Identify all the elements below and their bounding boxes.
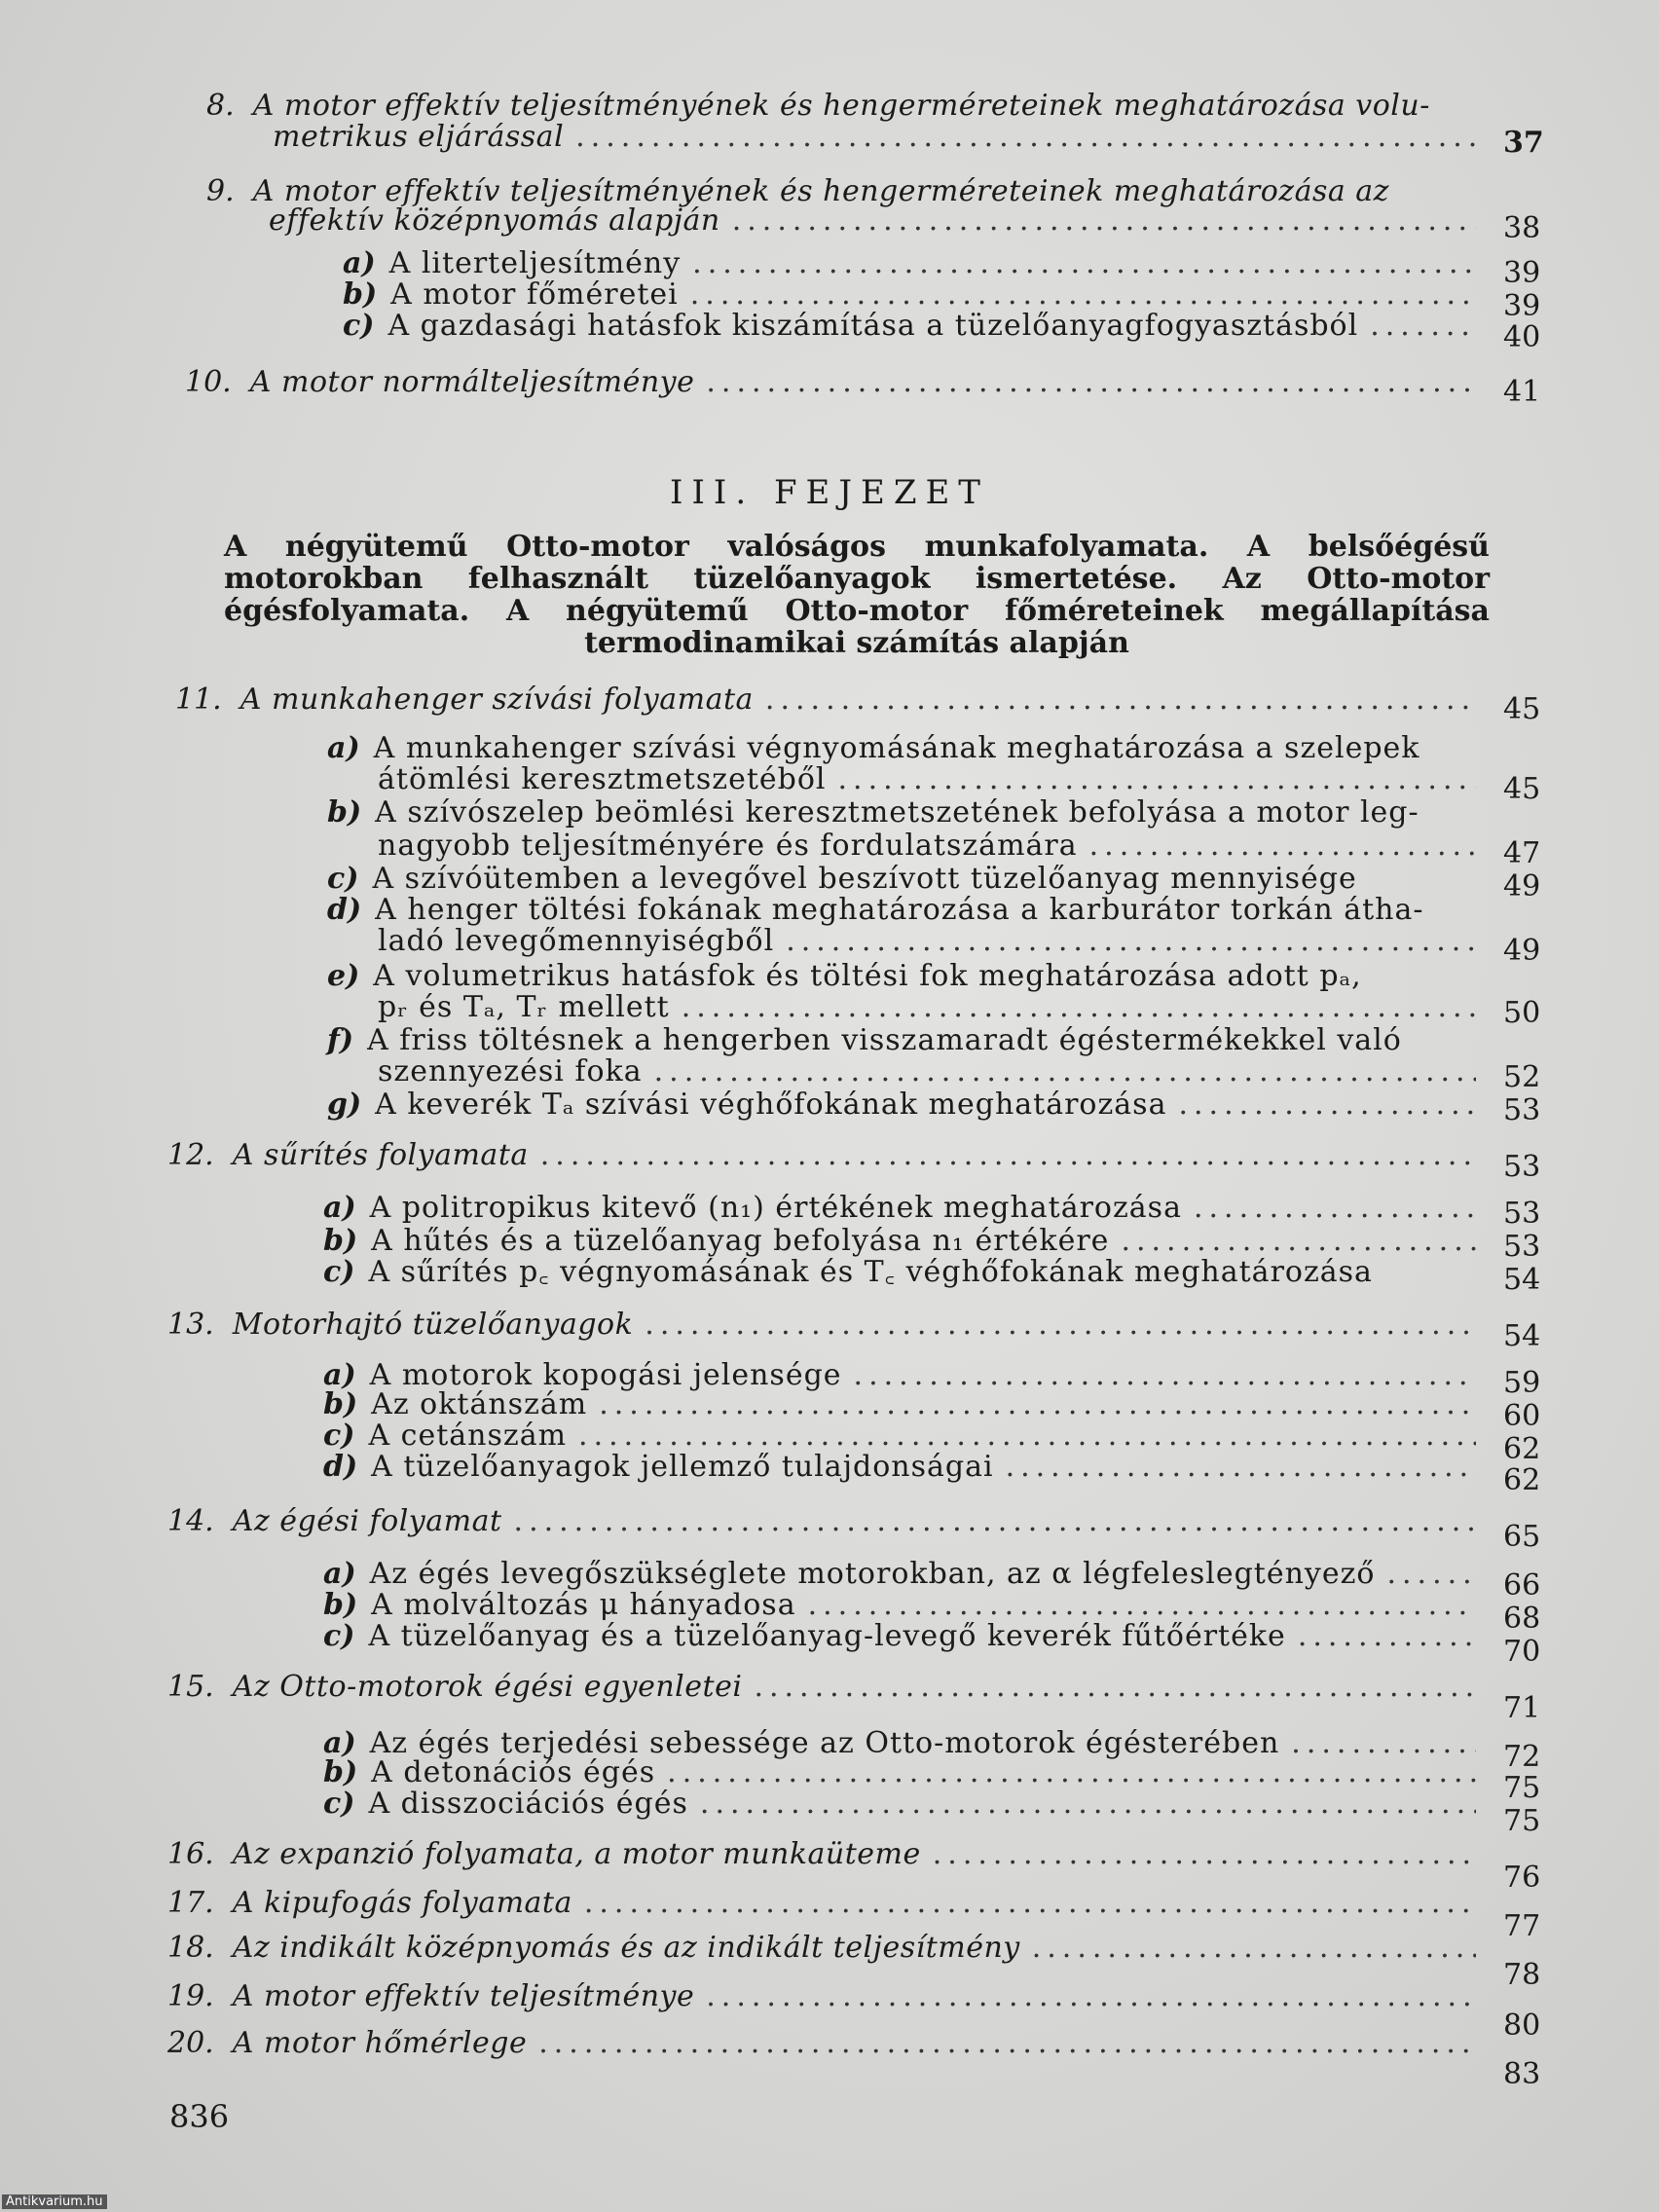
sub-label: e): [327, 959, 360, 993]
toc-sub-12b: [323, 1225, 1490, 1258]
watermark: Antikvarium.hu: [2, 2194, 107, 2209]
sub-label: d): [327, 893, 362, 927]
page-number: 78: [1503, 1958, 1541, 1992]
toc-entry-8: [206, 90, 1472, 123]
sub-text: A munkahenger szívási végnyomásának meghatározása a szelepek: [373, 731, 1420, 765]
entry-title: A kipufogás folyamata: [232, 1886, 572, 1920]
sub-label: a): [327, 731, 360, 765]
entry-number: 18.: [167, 1931, 214, 1965]
leader-dots: [786, 925, 1476, 958]
entry-title: Motorhajtó tüzelőanyagok: [232, 1308, 634, 1342]
toc-sub-15c: [323, 1788, 1490, 1821]
chapter-heading: A négyütemű Otto-motor valóságos munkafolyamata. A belsőégésű motorokban felhasznált tüzelőanyagok ismertetése. Az Otto-motor égésfolyamata. A négyütemű Otto-motor főméreteinek megállapítása termodinamikai számítás alapján: [224, 530, 1490, 660]
sub-label: b): [323, 1387, 358, 1421]
toc-sub-11b-cont: [378, 830, 1490, 863]
leader-dots: [1386, 1558, 1476, 1591]
leader-dots: [584, 1887, 1476, 1920]
toc-sub-9c: [343, 310, 1488, 343]
entry-title: Az Otto-motorok égési egyenletei: [232, 1670, 743, 1704]
sub-text: A volumetrikus hatásfok és töltési fok meghatározása adott pₐ,: [373, 959, 1362, 993]
entry-number: 13.: [167, 1308, 214, 1342]
toc-sub-11a-cont: [378, 763, 1490, 796]
page-number: 37: [1503, 126, 1544, 160]
page-number: 54: [1503, 1319, 1541, 1353]
entry-title-cont: metrikus eljárással: [273, 120, 565, 154]
toc-sub-13c: [323, 1419, 1490, 1453]
page-number: 45: [1503, 772, 1541, 806]
sub-text: Az égés levegőszükséglete motorokban, az α légfeleslegtényező: [369, 1557, 1376, 1591]
leader-dots: [645, 1309, 1476, 1342]
sub-text: A detonációs égés: [371, 1755, 656, 1789]
sub-label: f): [327, 1023, 354, 1057]
page-number: 60: [1503, 1399, 1541, 1433]
toc-sub-14a: [323, 1558, 1490, 1591]
sub-label: b): [343, 277, 378, 312]
entry-number: 14.: [167, 1504, 214, 1538]
page-number: 49: [1503, 934, 1541, 968]
leader-dots: [1291, 1727, 1476, 1760]
sub-text: A politropikus kitevő (n₁) értékének meghatározása: [369, 1191, 1182, 1225]
page-folio: 836: [169, 2098, 230, 2135]
sub-label: a): [323, 1557, 356, 1591]
leader-dots: [692, 247, 1474, 280]
page-number: 49: [1503, 869, 1541, 903]
page-number: 47: [1503, 836, 1541, 870]
toc-entry-9-cont: [269, 204, 1490, 238]
page-number: 53: [1503, 1093, 1541, 1127]
leader-dots: [540, 1139, 1476, 1172]
entry-number: 11.: [175, 682, 222, 717]
sub-label: b): [323, 1224, 358, 1258]
sub-text-cont: pᵣ és Tₐ, Tᵣ mellett: [378, 990, 670, 1024]
leader-dots: [706, 366, 1476, 399]
toc-sub-11d: [327, 894, 1495, 927]
entry-title: A munkahenger szívási folyamata: [240, 682, 754, 717]
sub-text: A sűrítés p꜀ végnyomásának és T꜀ véghőfokának meghatározása: [368, 1255, 1373, 1289]
sub-text: A disszociációs égés: [368, 1787, 688, 1821]
toc-entry-18: [167, 1932, 1490, 1965]
page-number: 53: [1503, 1197, 1541, 1231]
page-number: 45: [1503, 692, 1541, 726]
sub-text-cont: átömlési keresztmetszetéből: [378, 762, 827, 796]
toc-sub-11a: [327, 732, 1495, 765]
toc-sub-14b: [323, 1589, 1490, 1622]
entry-number: 8.: [206, 89, 235, 123]
toc-entry-8-cont: [273, 121, 1490, 154]
page-number: 40: [1503, 320, 1541, 354]
leader-dots: [654, 1055, 1476, 1088]
sub-label: a): [343, 246, 376, 280]
page-number: 53: [1503, 1230, 1541, 1264]
leader-dots: [1178, 1088, 1476, 1122]
sub-text-cont: szennyezési foka: [378, 1054, 643, 1088]
page-number: 62: [1503, 1463, 1541, 1497]
leader-dots: [599, 1388, 1476, 1421]
leader-dots: [682, 991, 1476, 1024]
leader-dots: [1121, 1225, 1476, 1258]
page-number: 54: [1503, 1263, 1541, 1297]
toc-entry-17: [167, 1887, 1490, 1920]
toc-sub-11e: [327, 960, 1495, 993]
sub-label: a): [323, 1191, 356, 1225]
entry-title-cont: effektív középnyomás alapján: [269, 203, 720, 238]
page-number: 83: [1503, 2057, 1541, 2091]
entry-number: 19.: [167, 1979, 214, 2013]
sub-text: Az oktánszám: [371, 1387, 588, 1421]
leader-dots: [690, 278, 1474, 312]
toc-sub-13b: [323, 1388, 1490, 1421]
toc-sub-13d: [323, 1451, 1490, 1484]
sub-label: c): [323, 1419, 355, 1453]
page-number: 77: [1503, 1909, 1541, 1943]
page-number: 80: [1503, 2009, 1541, 2043]
toc-entry-10: [185, 366, 1490, 399]
leader-dots: [575, 121, 1476, 154]
page-number: 75: [1503, 1804, 1541, 1838]
sub-text: Az égés terjedési sebessége az Otto-motorok égésterében: [369, 1726, 1280, 1760]
page-number: 53: [1503, 1150, 1541, 1184]
page-number: 39: [1503, 256, 1541, 290]
entry-number: 20.: [167, 2026, 214, 2060]
leader-dots: [1194, 1192, 1476, 1225]
sub-text: A friss töltésnek a hengerben visszamaradt égéstermékekkel való: [367, 1023, 1402, 1057]
page-number: 38: [1503, 211, 1541, 245]
entry-title: Az indikált középnyomás és az indikált teljesítmény: [232, 1931, 1020, 1965]
toc-entry-19: [167, 1980, 1490, 2013]
sub-label: g): [327, 1088, 362, 1122]
sub-text-cont: ladó levegőmennyiségből: [378, 924, 775, 958]
sub-text: A motorok kopogási jelensége: [369, 1358, 842, 1392]
page-number: 52: [1503, 1060, 1541, 1094]
sub-label: b): [323, 1588, 358, 1622]
sub-label: d): [323, 1450, 358, 1484]
sub-label: c): [343, 309, 375, 343]
toc-sub-9a: [343, 247, 1488, 280]
page-number: 39: [1503, 289, 1541, 323]
sub-label: a): [323, 1726, 356, 1760]
sub-text: A motor főméretei: [390, 277, 679, 312]
entry-title: Az égési folyamat: [232, 1504, 502, 1538]
toc-sub-14c: [323, 1620, 1490, 1653]
toc-entry-20: [167, 2027, 1490, 2060]
leader-dots: [933, 1838, 1476, 1871]
leader-dots: [538, 2027, 1476, 2060]
leader-dots: [706, 1980, 1476, 2013]
toc-entry-11: [175, 683, 1490, 717]
sub-text: A szívószelep beömlési keresztmetszetének befolyása a motor leg-: [375, 795, 1419, 830]
entry-number: 15.: [167, 1670, 214, 1704]
leader-dots: [514, 1505, 1476, 1538]
toc-entry-15: [167, 1671, 1490, 1704]
page-number: 62: [1503, 1432, 1541, 1466]
entry-number: 9.: [206, 174, 235, 208]
sub-text: A literteljesítmény: [388, 246, 682, 280]
sub-text: A gazdasági hatásfok kiszámítása a tüzelőanyagfogyasztásból: [387, 309, 1359, 343]
sub-text: A henger töltési fokának meghatározása a karburátor torkán átha-: [375, 893, 1424, 927]
page-number: 65: [1503, 1520, 1541, 1554]
sub-label: c): [323, 1255, 355, 1289]
page-number: 75: [1503, 1771, 1541, 1805]
toc-sub-11d-cont: [378, 925, 1490, 958]
sub-label: a): [323, 1358, 356, 1392]
toc-sub-11c: [327, 863, 1495, 896]
toc-sub-11b: [327, 796, 1495, 830]
page-number: 72: [1503, 1740, 1541, 1774]
page-number: 41: [1503, 375, 1541, 409]
entry-title: A motor effektív teljesítménye: [232, 1979, 695, 2013]
sub-label: c): [323, 1787, 355, 1821]
page-number: 59: [1503, 1366, 1541, 1400]
entry-number: 10.: [185, 365, 232, 399]
toc-sub-11f: [327, 1024, 1495, 1057]
sub-text: A szívóütemben a levegővel beszívott tüzelőanyag mennyisége: [372, 862, 1357, 896]
toc-entry-12: [167, 1139, 1490, 1172]
leader-dots: [732, 204, 1476, 238]
page-number: 76: [1503, 1861, 1541, 1895]
leader-dots: [1089, 830, 1476, 863]
sub-text: A hűtés és a tüzelőanyag befolyása n₁ értékére: [371, 1224, 1110, 1258]
page-number: 50: [1503, 996, 1541, 1030]
sub-label: b): [327, 795, 362, 830]
leader-dots: [754, 1671, 1476, 1704]
leader-dots: [700, 1788, 1476, 1821]
sub-text: A tüzelőanyag és a tüzelőanyag-levegő keverék fűtőértéke: [368, 1619, 1286, 1653]
leader-dots: [808, 1589, 1476, 1622]
toc-entry-16: [167, 1838, 1490, 1871]
toc-sub-9b: [343, 278, 1488, 312]
sub-text: A molváltozás μ hányadosa: [371, 1588, 796, 1622]
toc-sub-11e-cont: [378, 991, 1490, 1024]
leader-dots: [578, 1419, 1476, 1453]
leader-dots: [1370, 310, 1474, 343]
sub-label: c): [327, 862, 359, 896]
sub-label: c): [323, 1619, 355, 1653]
chapter-title: III. FEJEZET: [670, 473, 989, 512]
entry-number: 17.: [167, 1886, 214, 1920]
leader-dots: [854, 1359, 1476, 1392]
entry-number: 16.: [167, 1837, 214, 1871]
leader-dots: [1006, 1451, 1476, 1484]
page-number: 70: [1503, 1635, 1541, 1669]
toc-sub-12a: [323, 1192, 1490, 1225]
page-number: 68: [1503, 1602, 1541, 1636]
entry-title: A motor hőmérlege: [232, 2026, 528, 2060]
entry-number: 12.: [167, 1138, 214, 1172]
toc-sub-11f-cont: [378, 1055, 1490, 1088]
sub-label: b): [323, 1755, 358, 1789]
toc-entry-13: [167, 1309, 1490, 1342]
entry-title: A motor normálteljesítménye: [249, 365, 695, 399]
toc-sub-12c: [323, 1256, 1501, 1289]
sub-text: A cetánszám: [368, 1419, 568, 1453]
entry-title: A sűrítés folyamata: [232, 1138, 529, 1172]
toc-entry-14: [167, 1505, 1490, 1538]
leader-dots: [667, 1756, 1476, 1789]
leader-dots: [1032, 1932, 1476, 1965]
sub-text: A tüzelőanyagok jellemző tulajdonságai: [371, 1450, 994, 1484]
page-number: 66: [1503, 1568, 1541, 1603]
leader-dots: [765, 683, 1476, 717]
sub-text-cont: nagyobb teljesítményére és fordulatszámára: [378, 829, 1078, 863]
leader-dots: [1298, 1620, 1476, 1653]
entry-title: Az expanzió folyamata, a motor munkaüteme: [232, 1837, 921, 1871]
entry-title: A motor effektív teljesítményének és hengerméreteinek meghatározása az: [252, 174, 1389, 208]
toc-sub-11g: [327, 1088, 1490, 1122]
sub-text: A keverék Tₐ szívási véghőfokának meghatározása: [375, 1088, 1167, 1122]
page-number: 71: [1503, 1691, 1541, 1725]
toc-sub-15b: [323, 1756, 1490, 1789]
leader-dots: [838, 763, 1477, 796]
entry-title: A motor effektív teljesítményének és hengerméreteinek meghatározása volu-: [252, 89, 1430, 123]
